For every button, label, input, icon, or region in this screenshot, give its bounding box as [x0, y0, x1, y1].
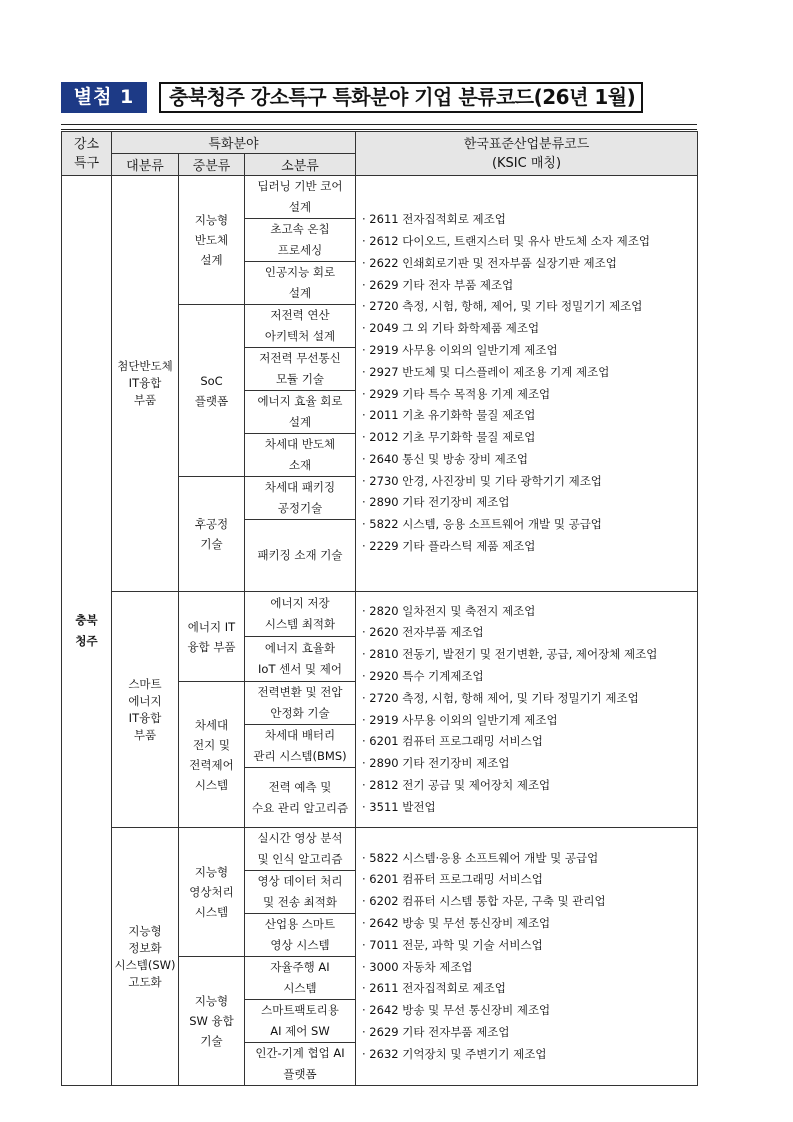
- title-divider: [61, 124, 697, 130]
- minor-category-cell: [245, 871, 356, 914]
- major-category-label: IT융합: [128, 376, 162, 390]
- table-row: [62, 176, 698, 219]
- ksic-codes-cell: [356, 828, 698, 1086]
- ksic-code-item: · 2632 기억장치 및 주변기기 제조업: [362, 1046, 547, 1061]
- minor-category-cell: [245, 957, 356, 1000]
- middle-category-cell: [179, 477, 245, 592]
- minor-category-cell: [245, 914, 356, 957]
- minor-category-cell: [245, 768, 356, 828]
- minor-category-label: 안정화 기술: [270, 706, 330, 720]
- middle-category-label: 차세대: [194, 717, 229, 732]
- ksic-header: [356, 132, 698, 176]
- zone-header: [62, 132, 112, 176]
- minor-category-label: 차세대 배터리: [264, 728, 336, 742]
- table-body: [62, 176, 698, 1086]
- minor-category-label: 시스템: [283, 981, 317, 995]
- minor-category-cell: [245, 520, 356, 592]
- major-category-label: 시스템(SW): [114, 957, 176, 972]
- attachment-badge: 별첨 1: [61, 82, 147, 113]
- ksic-code-item: · 2629 기타 전자 부품 제조업: [362, 277, 514, 292]
- middle-category-label: 전력제어: [189, 757, 234, 772]
- minor-category-label: 모듈 기술: [275, 372, 325, 386]
- major-category-label: 스마트: [128, 676, 162, 691]
- major-category-label: 지능형: [128, 923, 162, 938]
- minor-category-label: 전력 예측 및: [268, 779, 332, 794]
- ksic-code-item: · 2229 기타 플라스틱 제품 제조업: [362, 539, 536, 554]
- region-label: 충북: [75, 612, 98, 627]
- minor-category-cell: [245, 592, 356, 637]
- ksic-code-item: · 2927 반도체 및 디스플레이 제조용 기계 제조업: [362, 364, 610, 379]
- major-category-label: IT융합: [128, 710, 162, 725]
- minor-category-label: 플랫폼: [283, 1067, 317, 1081]
- middle-category-cell: [179, 176, 245, 305]
- minor-category-label: 에너지 저장: [270, 596, 330, 610]
- ksic-code-item: · 6201 컴퓨터 프로그래밍 서비스업: [362, 734, 543, 749]
- minor-category-label: 저전력 무선통신: [259, 351, 341, 365]
- ksic-code-item: · 3000 자동차 제조업: [362, 959, 473, 974]
- ksic-code-item: · 2642 방송 및 무선 통신장비 제조업: [362, 915, 551, 930]
- minor-category-cell: [245, 434, 356, 477]
- middle-category-cell: [179, 828, 245, 957]
- minor-category-label: 설계: [288, 200, 312, 214]
- ksic-code-item: · 2011 기초 유기화학 물질 제조업: [362, 408, 536, 423]
- ksic-code-item: · 2642 방송 및 무선 통신장비 제조업: [362, 1003, 551, 1018]
- minor-category-label: 인간-기계 협업 AI: [255, 1046, 345, 1060]
- major-category-label: 에너지: [128, 693, 162, 708]
- major-category-cell: [112, 592, 179, 828]
- table-row: [62, 592, 698, 637]
- ksic-codes-cell: [356, 592, 698, 828]
- minor-category-label: 실시간 영상 분석: [257, 831, 343, 845]
- middle-category-label: 융합 부품: [187, 639, 236, 654]
- ksic-header-line1: 한국표준산업분류코드: [463, 136, 590, 152]
- middle-category-label: 반도체: [194, 233, 229, 247]
- middle-category-label: 기술: [200, 537, 223, 551]
- ksic-code-item: · 2890 기타 전기장비 제조업: [362, 495, 510, 510]
- minor-category-cell: [245, 391, 356, 434]
- major-category-cell: [112, 828, 179, 1086]
- minor-category-label: 저전력 연산: [270, 308, 330, 322]
- ksic-code-item: · 2929 기타 특수 목적용 기계 제조업: [362, 386, 551, 401]
- ksic-code-item: · 5822 시스템, 응용 소프트웨어 개발 및 공급업: [362, 517, 602, 532]
- minor-category-cell: [245, 477, 356, 520]
- minor-category-label: 초고속 온칩: [270, 222, 330, 236]
- minor-category-cell: [245, 1043, 356, 1086]
- ksic-code-item: · 2612 다이오드, 트랜지스터 및 유사 반도체 소자 제조업: [362, 233, 650, 248]
- middle-category-label: 영상처리: [189, 885, 234, 899]
- minor-category-label: 영상 데이터 처리: [257, 874, 343, 888]
- minor-category-cell: [245, 262, 356, 305]
- middle-category-label: 에너지 IT: [187, 619, 236, 634]
- minor-category-cell: [245, 348, 356, 391]
- minor-category-label: 스마트팩토리용: [261, 1003, 339, 1017]
- minor-category-label: 설계: [288, 286, 312, 300]
- middle-category-label: 시스템: [194, 777, 229, 792]
- region-cell: [62, 176, 112, 1086]
- minor-category-cell: [245, 682, 356, 725]
- middle-category-cell: [179, 592, 245, 682]
- middle-category-cell: [179, 957, 245, 1086]
- minor-category-label: AI 제어 SW: [270, 1024, 330, 1038]
- middle-category-cell: [179, 682, 245, 828]
- major-category-label: 고도화: [128, 974, 162, 989]
- minor-category-cell: [245, 176, 356, 219]
- middle-category-label: 지능형: [194, 865, 229, 879]
- minor-category-label: 인공지능 회로: [264, 265, 336, 279]
- middle-category-label: 후공정: [194, 517, 229, 531]
- minor-category-cell: [245, 305, 356, 348]
- minor-category-label: 딥러닝 기반 코어: [257, 179, 343, 193]
- ksic-code-item: · 2919 사무용 이외의 일반기계 제조업: [362, 712, 558, 727]
- minor-category-label: 관리 시스템(BMS): [253, 749, 347, 763]
- minor-category-label: 프로세싱: [277, 243, 323, 257]
- middle-header: 중분류: [179, 154, 245, 176]
- ksic-code-item: · 2012 기초 무기화학 물질 제로업: [362, 430, 536, 445]
- middle-category-label: 지능형: [194, 994, 229, 1008]
- minor-category-label: 에너지 효율화: [264, 641, 336, 655]
- specialized-header: 특화분야: [112, 132, 356, 154]
- zone-header-line2: 특구: [73, 155, 100, 171]
- major-category-label: 부품: [133, 393, 157, 407]
- ksic-code-item: · 2720 측정, 시험, 항해 제어, 및 기타 정밀기기 제조업: [362, 690, 639, 705]
- minor-category-label: 자율주행 AI: [270, 960, 330, 974]
- minor-category-label: 산업용 스마트: [264, 917, 336, 931]
- middle-category-label: 지능형: [194, 213, 229, 227]
- middle-category-cell: [179, 305, 245, 477]
- middle-category-label: 전지 및: [193, 737, 230, 752]
- major-category-label: 정보화: [128, 940, 162, 955]
- ksic-code-item: · 2820 일차전지 및 축전지 제조업: [362, 603, 536, 618]
- middle-category-label: 기술: [200, 1034, 223, 1048]
- middle-category-label: SW 융합: [189, 1014, 234, 1028]
- ksic-code-item: · 3511 발전업: [362, 799, 436, 814]
- ksic-header-line2: (KSIC 매칭): [491, 155, 562, 171]
- minor-category-label: 소재: [288, 458, 312, 472]
- ksic-code-item: · 6201 컴퓨터 프로그래밍 서비스업: [362, 872, 543, 887]
- minor-category-cell: [245, 219, 356, 262]
- minor-category-label: 영상 시스템: [270, 938, 330, 952]
- major-category-cell: [112, 176, 179, 592]
- ksic-code-item: · 2049 그 외 기타 화학제품 제조업: [362, 321, 540, 336]
- ksic-code-item: · 2640 통신 및 방송 장비 제조업: [362, 451, 528, 466]
- ksic-code-item: · 2611 전자집적회로 제조업: [362, 981, 506, 996]
- ksic-codes-cell: [356, 176, 698, 592]
- minor-category-label: 차세대 패키징: [264, 480, 336, 494]
- ksic-code-item: · 6202 컴퓨터 시스템 통합 자문, 구축 및 관리업: [362, 894, 606, 909]
- minor-category-label: 차세대 반도체: [264, 437, 336, 451]
- middle-category-label: 설계: [200, 253, 223, 267]
- ksic-code-item: · 2720 측정, 시험, 항해, 제어, 및 기타 정밀기기 제조업: [362, 299, 643, 314]
- minor-category-cell: [245, 828, 356, 871]
- ksic-code-item: · 2810 전동기, 발전기 및 전기변환, 공급, 제어장체 제조업: [362, 647, 658, 662]
- minor-category-label: 시스템 최적화: [264, 617, 336, 631]
- minor-category-cell: [245, 637, 356, 682]
- region-label: 청주: [75, 633, 98, 648]
- minor-category-label: 아키텍처 설계: [264, 329, 336, 343]
- minor-category-cell: [245, 1000, 356, 1043]
- ksic-code-item: · 2611 전자집적회로 제조업: [362, 212, 506, 227]
- ksic-code-item: · 2629 기타 전자부품 제조업: [362, 1024, 510, 1039]
- zone-header-line1: 강소: [73, 136, 100, 152]
- minor-category-label: 패키징 소재 기술: [257, 548, 343, 562]
- ksic-code-item: · 2920 특수 기계제조업: [362, 668, 484, 683]
- minor-category-label: IoT 센서 및 제어: [258, 662, 342, 676]
- middle-category-label: SoC: [200, 373, 223, 388]
- document-title: 충북청주 강소특구 특화분야 기업 분류코드(26년 1월): [159, 82, 643, 113]
- ksic-code-item: · 2730 안경, 사진장비 및 기타 광학기기 제조업: [362, 473, 602, 488]
- major-category-label: 첨단반도체: [117, 359, 173, 373]
- minor-category-label: 공정기술: [277, 501, 323, 515]
- minor-category-label: 및 전송 최적화: [263, 895, 337, 909]
- minor-category-label: 전력변환 및 전압: [257, 685, 343, 699]
- ksic-code-item: · 2620 전자부품 제조업: [362, 625, 484, 640]
- major-category-label: 부품: [133, 727, 157, 742]
- title-row: [61, 82, 643, 113]
- minor-category-cell: [245, 725, 356, 768]
- ksic-code-item: · 5822 시스템·응용 소프트웨어 개발 및 공급업: [362, 850, 599, 865]
- minor-category-label: 및 인식 알고리즘: [257, 852, 343, 866]
- ksic-code-item: · 2890 기타 전기장비 제조업: [362, 756, 510, 771]
- minor-header: 소분류: [245, 154, 356, 176]
- major-header: 대분류: [112, 154, 179, 176]
- minor-category-label: 설계: [288, 415, 312, 429]
- middle-category-label: 시스템: [194, 905, 229, 919]
- middle-category-label: 플랫폼: [194, 393, 229, 408]
- minor-category-label: 수요 관리 알고리즘: [251, 800, 349, 815]
- minor-category-label: 에너지 효율 회로: [257, 394, 343, 408]
- ksic-code-item: · 2919 사무용 이외의 일반기계 제조업: [362, 342, 558, 357]
- ksic-code-item: · 2812 전기 공급 및 제어장치 제조업: [362, 777, 551, 792]
- ksic-code-item: · 7011 전문, 과학 및 기술 서비스업: [362, 937, 543, 952]
- table-row: [62, 828, 698, 871]
- ksic-code-item: · 2622 인쇄회로기판 및 전자부품 실장기판 제조업: [362, 255, 617, 270]
- classification-table: [61, 131, 698, 1086]
